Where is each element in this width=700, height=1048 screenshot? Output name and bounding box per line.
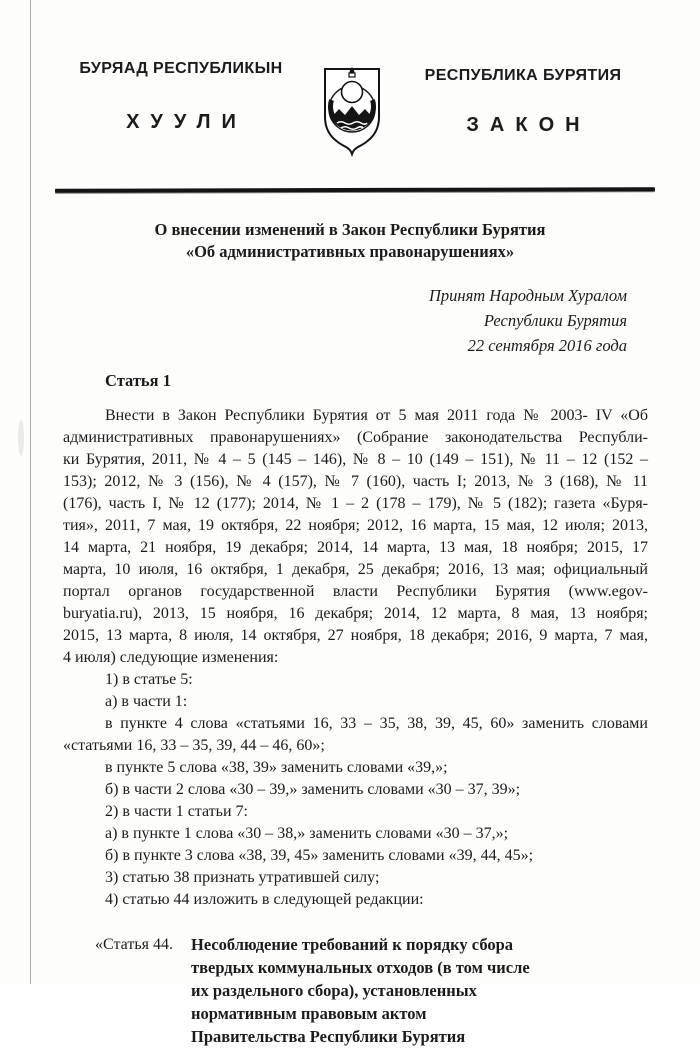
article-1-heading: Статья 1 [105, 371, 171, 390]
article-44-title [191, 933, 530, 1048]
adoption-line: Республики Бурятия [483, 311, 627, 330]
letterhead-right [394, 60, 652, 137]
text-line: 2015, 13 марта, 8 июля, 14 октября, 27 ноября, 18 декабря; 2016, 9 марта, 7 мая, [63, 627, 648, 644]
letterhead-left-subtitle: ХУУЛИ [126, 111, 247, 133]
document-body [0, 370, 700, 1048]
amendment-line: в пункте 4 слова «статьями 16, 33 – 35, 38, 39, 45, 60» заменить словами [105, 715, 648, 732]
letterhead-right-title: РЕСПУБЛИКА БУРЯТИЯ [424, 67, 622, 84]
text-line: 14 марта, 21 ноября, 19 декабря; 2014, 14 марта, 13 мая, 18 ноября; 2015, 17 [63, 539, 648, 556]
letterhead-left-title: БУРЯАД РЕСПУБЛИКЫН [79, 60, 283, 77]
article-44-title-line: Несоблюдение требований к порядку сбора [191, 935, 514, 954]
amendment-line: «статьями 16, 33 – 35, 39, 44 – 46, 60»; [63, 737, 325, 754]
adoption-block [0, 283, 627, 358]
text-line: тия», 2011, 7 мая, 19 октября, 22 ноября; 2012, 16 марта, 15 мая, 12 июля; 2013, [63, 517, 648, 534]
text-line: (176), часть I, № 12 (177); 2014, № 1 – 2 (178 – 179), № 5 (182); газета «Буря- [63, 495, 648, 512]
letterhead [0, 0, 700, 163]
letterhead-left [52, 60, 310, 134]
text-line: Внести в Закон Республики Бурятия от 5 мая 2011 года № 2003- IV «Об [105, 407, 648, 424]
amendment-line: а) в части 1: [105, 693, 188, 710]
article-44-label: «Статья 44. [95, 936, 173, 953]
letterhead-right-subtitle: ЗАКОН [466, 114, 591, 136]
amendment-line: 3) статью 38 признать утратившей силу; [105, 869, 380, 886]
text-line: ки Бурятия, 2011, № 4 – 5 (145 – 146), № 8 – 10 (149 – 151), № 11 – 12 (152 – [63, 451, 648, 468]
adoption-line: 22 сентября 2016 года [467, 336, 627, 355]
scan-smudge-artifact [18, 420, 24, 456]
article-1-amendments [63, 669, 648, 911]
text-line: 153); 2012, № 3 (156), № 4 (157), № 7 (160), часть I; 2013, № 3 (168), № 11 [63, 473, 648, 490]
article-1-intro-paragraph [63, 405, 648, 669]
article-44-title-line: их раздельного сбора), установленных [191, 981, 477, 1000]
coat-of-arms-buryatia-icon [316, 62, 388, 163]
text-line: портал органов государственной власти Республики Бурятия (www.egov- [63, 583, 648, 600]
letterhead-divider-rule [55, 187, 655, 193]
amendment-line: б) в пункте 3 слова «38, 39, 45» заменить словами «39, 44, 45»; [105, 847, 534, 864]
amendment-line: 1) в статье 5: [105, 671, 193, 688]
amendment-line: а) в пункте 1 слова «30 – 38,» заменить словами «30 – 37,»; [105, 825, 509, 842]
amendment-line: б) в части 2 слова «30 – 39,» заменить словами «30 – 37, 39»; [105, 781, 521, 798]
article-44-title-line: нормативным правовым актом [191, 1004, 427, 1023]
law-title-line: О внесении изменений в Закон Республики Бурятия [154, 220, 546, 239]
text-line: административных правонарушениях» (Собрание законодательства Республи- [63, 429, 648, 446]
text-line: 4 июля) следующие изменения: [63, 649, 279, 666]
article-44-title-line: Правительства Республики Бурятия [191, 1027, 466, 1046]
text-line: buryatia.ru), 2013, 15 ноября, 16 декабря; 2014, 12 марта, 8 мая, 13 ноября; [63, 605, 648, 622]
article-44-title-line: твердых коммунальных отходов (в том числе [191, 958, 530, 977]
scan-paper-edge-line [30, 0, 31, 984]
law-title [0, 219, 700, 263]
law-title-line: «Об административных правонарушениях» [185, 242, 515, 261]
amendment-line: в пункте 5 слова «38, 39» заменить словами «39,»; [105, 759, 448, 776]
adoption-line: Принят Народным Хуралом [428, 286, 627, 305]
amendment-line: 4) статью 44 изложить в следующей редакции: [105, 891, 424, 908]
text-line: марта, 10 июля, 16 октября, 1 декабря, 25 декабря; 2016, 13 мая; официальный [63, 561, 648, 578]
article-44-heading-block [95, 933, 648, 1048]
amendment-line: 2) в части 1 статьи 7: [105, 803, 248, 820]
